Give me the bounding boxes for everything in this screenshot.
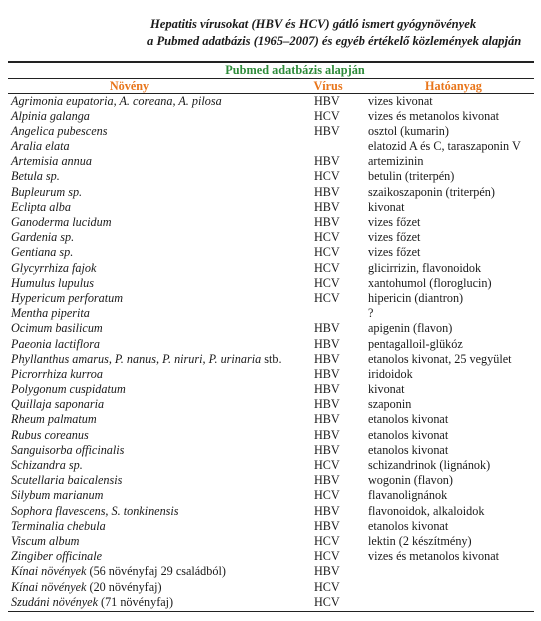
table-row [8,215,534,230]
plant-name: Viscum album [11,533,80,548]
agent-cell: betulin (triterpén) [368,169,455,184]
agent-cell: vizes kivonat [368,93,433,108]
virus-cell: HBV [314,412,340,427]
plant-cell [8,564,314,579]
agent-cell: wogonin (flavon) [368,473,453,488]
plant-name: Agrimonia eupatoria, A. coreana, A. pilosa [11,93,222,108]
plant-name: Hypericum perforatum [11,290,124,305]
table-body [8,94,534,610]
table-row [8,412,534,427]
virus-cell: HBV [314,518,340,533]
agent-cell: szaikoszaponin (triterpén) [368,184,495,199]
virus-cell: HBV [314,503,340,518]
table-row [8,428,534,443]
plant-name: Mentha piperita [11,306,90,321]
plant-name: Humulus lupulus [11,275,94,290]
virus-cell: HBV [314,366,340,381]
virus-cell: HBV [314,199,340,214]
plant-cell [8,595,314,610]
plant-cell [8,412,314,427]
plant-name: Silybum marianum [11,488,104,503]
table-row [8,169,534,184]
table-row [8,504,534,519]
table-row [8,185,534,200]
plant-cell [8,109,314,124]
table-row [8,261,534,276]
table-row [8,473,534,488]
virus-cell: HCV [314,533,340,548]
virus-cell: HBV [314,93,340,108]
table-row [8,488,534,503]
virus-cell: HBV [314,321,340,336]
column-header-agent: Hatóanyag [425,78,482,93]
agent-cell: flavanolignánok [368,488,448,503]
table-row [8,595,534,610]
table-row [8,337,534,352]
column-headers [8,79,534,93]
virus-cell: HCV [314,108,340,123]
column-header-virus: Vírus [313,78,343,93]
table-row [8,139,534,154]
plant-note: (71 növényfaj) [97,594,174,609]
plant-cell [8,488,314,503]
agent-cell: iridoidok [368,366,413,381]
plant-cell [8,382,314,397]
plant-name: Alpinia galanga [11,108,90,123]
table-row [8,549,534,564]
plant-name: Schizandra sp. [11,458,83,472]
plant-cell [8,200,314,215]
plant-cell [8,428,314,443]
table-row [8,443,534,458]
agent-cell: ? [368,306,374,321]
table-row [8,245,534,260]
agent-cell: elatozid A és C, taraszaponin V [368,139,521,154]
plant-cell [8,504,314,519]
plant-cell [8,94,314,109]
plant-cell [8,306,314,321]
plant-name: Polygonum cuspidatum [11,382,126,397]
agent-cell: vizes és metanolos kivonat [368,108,499,123]
plant-cell [8,473,314,488]
agent-cell: flavonoidok, alkaloidok [368,503,485,518]
table-row [8,291,534,306]
table-row [8,367,534,382]
plant-cell [8,139,314,154]
virus-cell: HBV [314,154,340,169]
table-row [8,580,534,595]
virus-cell: HCV [314,594,340,609]
virus-cell: HBV [314,382,340,397]
plant-cell [8,169,314,184]
plant-cell [8,443,314,458]
plant-name: Aralia elata [11,139,70,154]
plant-cell [8,276,314,291]
virus-cell: HCV [314,275,340,290]
plant-name: Scutellaria baicalensis [11,473,123,488]
virus-cell: HBV [314,427,340,442]
plant-cell [8,549,314,564]
column-header-plant: Növény [109,78,150,93]
caption-line-2: a Pubmed adatbázis (1965–2007) és egyéb értékelő közlemények alapján [147,34,522,48]
plant-cell [8,185,314,200]
plant-cell [8,337,314,352]
table-row [8,458,534,473]
plant-name: Rheum palmatum [11,412,97,427]
plant-name: Terminalia chebula [11,518,106,533]
virus-cell: HCV [314,230,340,245]
group-header: Pubmed adatbázis alapján [225,62,365,77]
agent-cell: vizes és metanolos kivonat [368,549,499,564]
plant-name: Gardenia sp. [11,230,75,245]
agent-cell: pentagalloil-glükóz [368,336,463,351]
plant-name: Kínai növények [11,564,87,579]
bottom-rule [8,611,534,612]
virus-cell: HCV [314,169,340,184]
virus-cell: HCV [314,488,340,503]
virus-cell: HBV [314,336,340,351]
agent-cell: hipericin (diantron) [368,290,464,305]
plant-name: Bupleurum sp. [11,184,83,199]
plant-name: Sophora flavescens, S. tonkinensis [11,503,179,518]
table-row [8,534,534,549]
plant-name: Ganoderma lucidum [11,215,112,229]
plant-name: Phyllanthus amarus, P. nanus, P. niruri, P. urinaria [11,351,262,366]
plant-name: Quillaja saponaria [11,397,105,412]
agent-cell: etanolos kivonat, 25 vegyület [368,351,512,366]
plant-name: Rubus coreanus [11,427,89,442]
plant-name: Glycyrrhiza fajok [11,260,97,275]
agent-cell: etanolos kivonat [368,518,449,533]
table-row [8,124,534,139]
agent-cell: etanolos kivonat [368,412,449,427]
plant-cell [8,367,314,382]
plant-name: Eclipta alba [11,199,71,214]
plant-name: Betula sp. [11,169,60,184]
virus-cell: HBV [314,215,340,229]
agent-cell: artemizinin [368,154,424,169]
plant-name: Sanguisorba officinalis [11,442,125,457]
plant-name: Ocimum basilicum [11,321,103,336]
plant-note: (20 növényfaj) [86,579,162,594]
agent-cell: glicirrizin, flavonoidok [368,260,482,275]
agent-cell: etanolos kivonat [368,442,449,457]
plant-cell [8,215,314,230]
agent-cell: vizes főzet [368,215,421,229]
virus-cell: HBV [314,397,340,412]
agent-cell: kivonat [368,382,405,397]
agent-cell: lektin (2 készítmény) [368,533,472,548]
table-row [8,276,534,291]
table-row [8,382,534,397]
table-row [8,200,534,215]
plant-cell [8,154,314,169]
virus-cell: HCV [314,549,340,564]
plant-note: (56 növényfaj 29 családból) [86,564,226,579]
virus-cell: HCV [314,290,340,305]
virus-cell: HCV [314,260,340,275]
plant-cell [8,245,314,260]
virus-cell: HBV [314,473,340,488]
virus-cell: HCV [314,458,340,472]
table-row [8,564,534,579]
plant-name: Artemisia annua [11,154,92,169]
virus-cell: HBV [314,184,340,199]
virus-cell: HBV [314,564,340,579]
plant-cell [8,397,314,412]
plant-cell [8,261,314,276]
plant-cell [8,534,314,549]
plant-name: Paeonia lactiflora [11,336,101,351]
table-row [8,230,534,245]
table-row [8,94,534,109]
plant-name: Angelica pubescens [11,123,108,138]
agent-cell: vizes főzet [368,230,421,245]
plant-name: Picrorrhiza kurroa [11,366,103,381]
virus-cell: HBV [314,123,340,138]
agent-cell: etanolos kivonat [368,427,449,442]
table-row [8,321,534,336]
agent-cell: osztol (kumarin) [368,123,449,138]
agent-cell: schizandrinok (lignánok) [368,458,491,472]
plant-cell [8,352,314,367]
virus-cell: HBV [314,351,340,366]
virus-cell: HCV [314,579,340,594]
virus-cell: HBV [314,442,340,457]
plant-cell [8,458,314,473]
agent-cell: szaponin [368,397,412,412]
table-row [8,352,534,367]
plant-cell [8,519,314,534]
table-row [8,519,534,534]
plant-name: Kínai növények [11,579,87,594]
caption-line-1: Hepatitis vírusokat (HBV és HCV) gátló ismert gyógynövények [150,17,477,31]
agent-cell: kivonat [368,199,405,214]
plant-name: Zingiber officinale [11,549,103,564]
virus-cell: HCV [314,245,340,260]
table-row [8,306,534,321]
plant-cell [8,291,314,306]
plant-name: Gentiana sp. [11,245,74,260]
herb-table [8,61,534,612]
plant-cell [8,321,314,336]
plant-name: Szudáni növények [11,594,98,609]
plant-cell [8,124,314,139]
table-caption [0,16,541,50]
table-row [8,109,534,124]
plant-note: stb. [261,351,282,366]
agent-cell: xantohumol (floroglucin) [368,275,492,290]
table-row [8,397,534,412]
table-row [8,154,534,169]
plant-cell [8,580,314,595]
agent-cell: vizes főzet [368,245,421,260]
agent-cell: apigenin (flavon) [368,321,453,336]
plant-cell [8,230,314,245]
